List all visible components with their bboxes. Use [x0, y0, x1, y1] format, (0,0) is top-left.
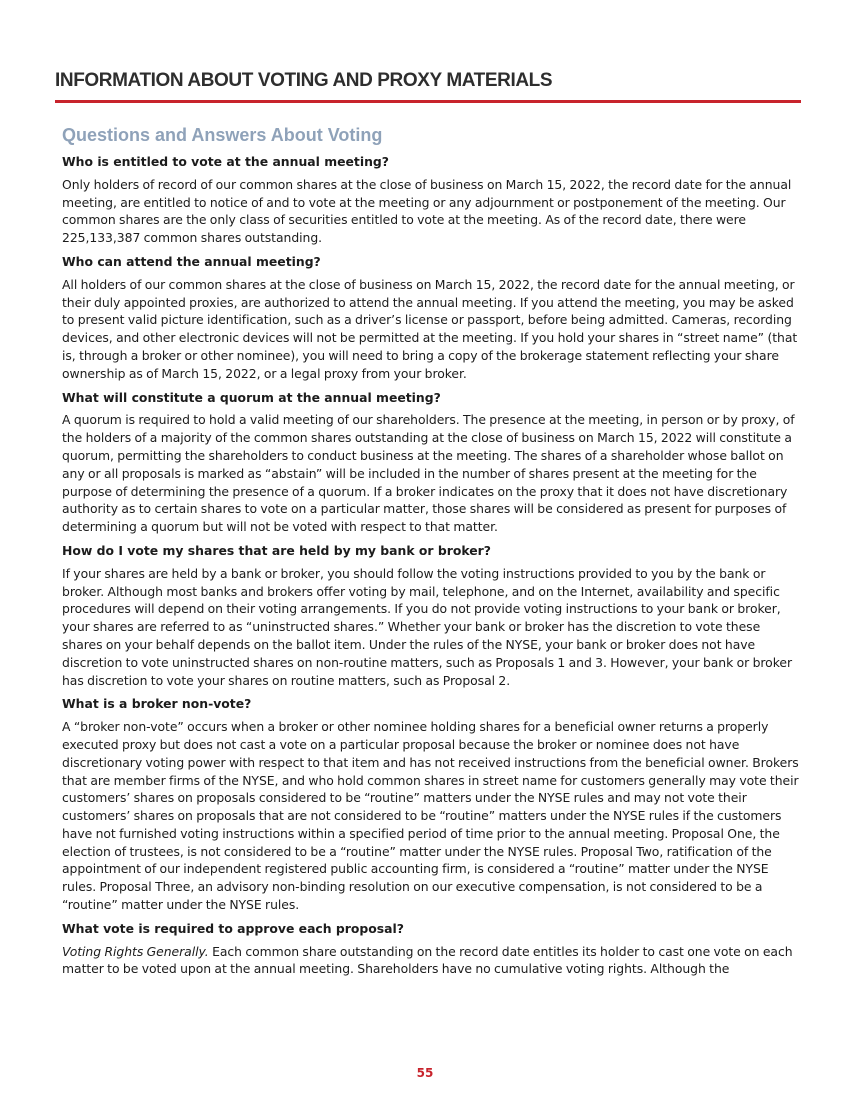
page-number: 55	[416, 1066, 434, 1080]
main-content	[62, 123, 799, 984]
answer: A quorum is required to hold a valid meeting of our shareholders. The presence at the meeting, in person or by proxy, of the holders of a majority of the common shares outstanding at the close of business on March 15, 2022 will constitute a quorum, permitting the shareholders to conduct business at the meeting. The shares of a shareholder whose ballot on any or all proposals is marked as “abstain” will be included in the number of shares present at the meeting for the purpose of determining the presence of a quorum. If a broker indicates on the proxy that it does not have discretionary authority as to certain shares to vote on a particular matter, those shares will be considered as present for purposes of determining a quorum but will not be voted with respect to that matter.	[62, 412, 795, 535]
answer-lead: Voting Rights Generally.	[62, 943, 209, 959]
question: What will constitute a quorum at the annual meeting?	[62, 389, 441, 405]
answer: Only holders of record of our common shares at the close of business on March 15, 2022, the record date for the annual meeting, are entitled to notice of and to vote at the meeting or any adjournment or postponement of the meeting. Our common shares are the only class of securities entitled to vote at the meeting. As of the record date, there were 225,133,387 common shares outstanding.	[62, 176, 792, 246]
answer-text: Each common share outstanding on the record date entitles its holder to cast one vote on each matter to be voted upon at the annual meeting. Shareholders have no cumulative voting rights. Although the	[62, 943, 793, 977]
question: What is a broker non-vote?	[62, 696, 252, 712]
qa-item	[62, 389, 799, 536]
answer: If your shares are held by a bank or broker, you should follow the voting instructions provided to you by the bank or broker. Although most banks and brokers offer voting by mail, telephone, and on the Internet, availability and specific procedures will depend on their voting arrangements. If you do not provide voting instructions to your bank or broker, your shares are referred to as “uninstructed shares.” Whether your bank or broker has the discretion to vote these shares on your behalf depends on the ballot item. Under the rules of the NYSE, your bank or broker does not have discretion to vote uninstructed shares on non-routine matters, such as Proposals 1 and 3. However, your bank or broker has discretion to vote your shares on routine matters, such as Proposal 2.	[62, 565, 792, 688]
qa-item	[62, 542, 799, 689]
question: Who is entitled to vote at the annual meeting?	[62, 154, 389, 169]
header-divider	[55, 100, 801, 103]
answer: All holders of our common shares at the close of business on March 15, 2022, the record date for the annual meeting, or their duly appointed proxies, are authorized to attend the annual meeting. If you attend the meeting, you may be asked to present valid picture identification, such as a driver’s license or passport, before being admitted. Cameras, recording devices, and other electronic devices will not be permitted at the meeting. If you hold your shares in “street name” (that is, through a broker or other nominee), you will need to bring a copy of the brokerage statement reflecting your share ownership as of March 15, 2022, or a legal proxy from your broker.	[62, 276, 798, 381]
qa-item	[62, 153, 799, 247]
page-header	[55, 69, 801, 103]
question: How do I vote my shares that are held by my bank or broker?	[62, 542, 491, 558]
qa-item	[62, 253, 799, 383]
question: Who can attend the annual meeting?	[62, 253, 321, 269]
section-title: Questions and Answers About Voting	[62, 125, 383, 145]
qa-item	[62, 920, 799, 978]
answer: A “broker non-vote” occurs when a broker or other nominee holding shares for a beneficial owner returns a properly executed proxy but does not cast a vote on a particular proposal because the broker or nominee does not have discretionary voting power with respect to that item and has not received instructions from the beneficial owner. Brokers that are member firms of the NYSE, and who hold common shares in street name for customers generally may vote their customers’ shares on proposals considered to be “routine” matters under the NYSE rules and may not vote their customers’ shares on proposals that are not considered to be “routine” matters under the NYSE rules if the customers have not furnished voting instructions within a specified period of time prior to the annual meeting. Proposal One, the election of trustees, is not considered to be a “routine” matter under the NYSE rules. Proposal Two, ratification of the appointment of our independent registered public accounting firm, is considered a “routine” matter under the NYSE rules. Proposal Three, an advisory non-binding resolution on our executive compensation, is not considered to be a “routine” matter under the NYSE rules.	[62, 719, 799, 913]
page-title: INFORMATION ABOUT VOTING AND PROXY MATERIALS	[55, 70, 553, 91]
answer	[62, 943, 799, 979]
qa-item	[62, 695, 799, 914]
question: What vote is required to approve each proposal?	[62, 920, 404, 936]
